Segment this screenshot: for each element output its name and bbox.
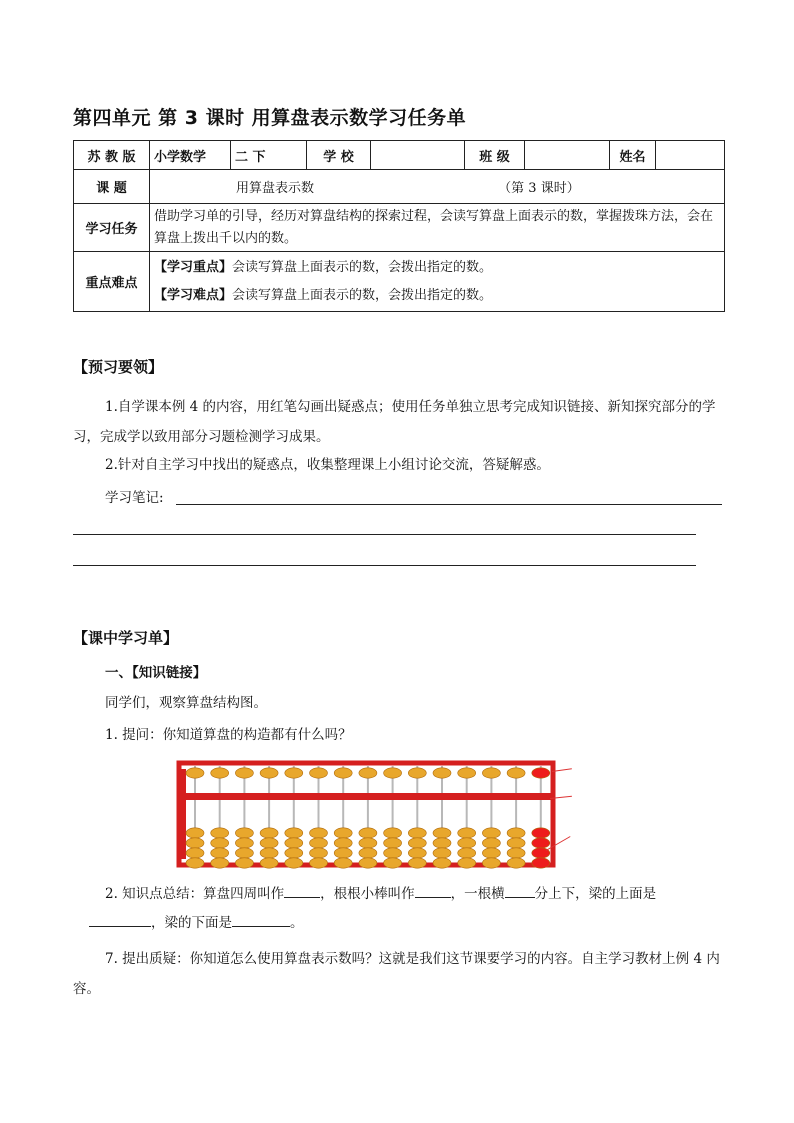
abacus-bead[interactable]: [334, 768, 352, 778]
abacus-bead[interactable]: [235, 858, 253, 868]
abacus-bead[interactable]: [211, 858, 229, 868]
topic-cell: [150, 170, 725, 204]
q2-part-e: ，梁的下面是: [151, 915, 232, 931]
keypoint-label: 重点难点: [74, 252, 150, 312]
name-field[interactable]: [656, 141, 725, 170]
abacus-bead-highlight[interactable]: [532, 828, 550, 838]
topic-period: （第 3 课时）: [498, 181, 580, 196]
preview-heading: 【预习要领】: [73, 358, 164, 376]
blank-upper[interactable]: [89, 912, 151, 927]
abacus-bead[interactable]: [285, 838, 303, 848]
abacus-bead[interactable]: [408, 858, 426, 868]
abacus-bead[interactable]: [334, 828, 352, 838]
topic-value: 用算盘表示数: [236, 181, 315, 196]
abacus-bead[interactable]: [359, 768, 377, 778]
abacus-bead[interactable]: [408, 848, 426, 858]
abacus-bead[interactable]: [334, 838, 352, 848]
abacus-bead[interactable]: [285, 858, 303, 868]
abacus-bead[interactable]: [507, 768, 525, 778]
question-7: 7. 提出质疑：你知道怎么使用算盘表示数吗？这就是我们这节课要学习的内容。自主学习教材上例 4 内容。: [73, 951, 720, 997]
question-2-line-2: [73, 912, 724, 934]
abacus-bead-highlight[interactable]: [532, 838, 550, 848]
abacus-bead[interactable]: [458, 858, 476, 868]
info-table: [73, 140, 725, 312]
abacus-bead[interactable]: [260, 838, 278, 848]
q2-part-b: ，根根小棒叫作: [320, 886, 415, 902]
abacus-bead-highlight[interactable]: [532, 858, 550, 868]
preview-item-1: 1.自学课本例 4 的内容，用红笔勾画出疑惑点；使用任务单独立思考完成知识链接、新知探究部分的学习，完成学以致用部分习题检测学习成果。: [73, 399, 716, 445]
difficult-text: 会读写算盘上面表示的数，会拨出指定的数。: [232, 287, 493, 303]
abacus-bead[interactable]: [507, 848, 525, 858]
abacus-bead[interactable]: [310, 858, 328, 868]
page-title: 第四单元 第 3 课时 用算盘表示数学习任务单: [73, 107, 467, 129]
school-label: 学 校: [307, 141, 371, 170]
abacus-bead[interactable]: [285, 828, 303, 838]
abacus-bead[interactable]: [433, 848, 451, 858]
abacus-bead[interactable]: [211, 828, 229, 838]
abacus-bead[interactable]: [260, 828, 278, 838]
abacus-bead[interactable]: [384, 838, 402, 848]
abacus-bead[interactable]: [235, 768, 253, 778]
preview-item-2: 2.针对自主学习中找出的疑惑点，收集整理课上小组讨论交流，答疑解惑。: [105, 457, 550, 473]
abacus-bead[interactable]: [334, 858, 352, 868]
subject-cell: 小学数学: [150, 141, 231, 170]
q2-part-f: 。: [290, 915, 304, 931]
abacus-bead[interactable]: [211, 838, 229, 848]
abacus-bead[interactable]: [186, 768, 204, 778]
abacus-bead[interactable]: [186, 828, 204, 838]
abacus-bead[interactable]: [408, 828, 426, 838]
q2-part-a: 2. 知识点总结：算盘四周叫作: [105, 886, 285, 902]
blank-frame[interactable]: [284, 883, 320, 898]
abacus-bead[interactable]: [235, 838, 253, 848]
keypoint-cell: [150, 252, 725, 312]
abacus-bead[interactable]: [507, 838, 525, 848]
school-field[interactable]: [371, 141, 465, 170]
abacus-bead[interactable]: [458, 848, 476, 858]
abacus-bead[interactable]: [310, 828, 328, 838]
abacus-bead[interactable]: [211, 848, 229, 858]
abacus-bead[interactable]: [310, 768, 328, 778]
abacus-bead[interactable]: [384, 848, 402, 858]
key-text: 会读写算盘上面表示的数，会拨出指定的数。: [232, 259, 493, 275]
abacus-bead[interactable]: [186, 838, 204, 848]
abacus-bead[interactable]: [384, 768, 402, 778]
abacus-bead[interactable]: [433, 768, 451, 778]
knowledge-link-heading: 一、【知识链接】: [105, 665, 207, 681]
abacus-bead[interactable]: [310, 838, 328, 848]
abacus-bead[interactable]: [482, 828, 500, 838]
abacus-bead[interactable]: [260, 768, 278, 778]
abacus-bead[interactable]: [359, 858, 377, 868]
abacus-bead[interactable]: [482, 768, 500, 778]
question-2-line-1: [105, 883, 725, 905]
topic-label: 课 题: [74, 170, 150, 204]
blank-beam[interactable]: [505, 883, 535, 898]
task-text: 借助学习单的引导，经历对算盘结构的探索过程，会读写算盘上面表示的数，掌握拨珠方法，会在算盘上拨出千以内的数。: [150, 204, 725, 252]
abacus-diagram: [172, 756, 577, 873]
abacus-bead[interactable]: [186, 848, 204, 858]
abacus-bead[interactable]: [359, 848, 377, 858]
q2-part-d: 分上下，梁的上面是: [534, 886, 657, 902]
abacus-bead[interactable]: [186, 858, 204, 868]
abacus-bead[interactable]: [482, 838, 500, 848]
intro-text: 同学们，观察算盘结构图。: [105, 695, 267, 711]
abacus-bead[interactable]: [260, 858, 278, 868]
abacus-bead[interactable]: [433, 828, 451, 838]
abacus-bead[interactable]: [507, 858, 525, 868]
abacus-bead[interactable]: [310, 848, 328, 858]
abacus-bead[interactable]: [235, 828, 253, 838]
abacus-bead[interactable]: [285, 848, 303, 858]
notes-label: 学习笔记:: [105, 490, 164, 506]
abacus-bead[interactable]: [482, 848, 500, 858]
in-class-heading: 【课中学习单】: [73, 629, 179, 647]
notes-line-1[interactable]: [176, 504, 722, 505]
abacus-bead[interactable]: [482, 858, 500, 868]
q2-part-c: ，一根横: [450, 886, 505, 902]
abacus-bead[interactable]: [260, 848, 278, 858]
class-field[interactable]: [525, 141, 610, 170]
abacus-left-marker: [181, 769, 186, 859]
key-tag: 【学习重点】: [154, 259, 233, 275]
abacus-bead[interactable]: [384, 858, 402, 868]
abacus-bead[interactable]: [235, 848, 253, 858]
abacus-bead[interactable]: [408, 768, 426, 778]
difficult-tag: 【学习难点】: [154, 287, 233, 303]
abacus-bead[interactable]: [408, 838, 426, 848]
grade-cell: 二 下: [231, 141, 307, 170]
blank-lower[interactable]: [232, 912, 290, 927]
abacus-bead[interactable]: [384, 828, 402, 838]
abacus-bead[interactable]: [458, 828, 476, 838]
name-label: 姓名: [610, 141, 656, 170]
notes-line-3[interactable]: [73, 565, 696, 566]
task-label: 学习任务: [74, 204, 150, 252]
abacus-bead[interactable]: [334, 848, 352, 858]
abacus-bead-highlight[interactable]: [532, 768, 550, 778]
abacus-bead[interactable]: [458, 838, 476, 848]
abacus-beam: [181, 793, 551, 800]
abacus-bead[interactable]: [458, 768, 476, 778]
abacus-bead[interactable]: [285, 768, 303, 778]
class-label: 班 级: [465, 141, 525, 170]
notes-line-2[interactable]: [73, 534, 696, 535]
abacus-bead[interactable]: [359, 838, 377, 848]
publisher-cell: 苏 教 版: [74, 141, 150, 170]
question-1: 1. 提问：你知道算盘的构造都有什么吗？: [105, 727, 352, 743]
abacus-bead[interactable]: [507, 828, 525, 838]
abacus-bead[interactable]: [433, 858, 451, 868]
abacus-bead[interactable]: [359, 828, 377, 838]
abacus-bead[interactable]: [433, 838, 451, 848]
blank-rods[interactable]: [415, 883, 451, 898]
abacus-bead[interactable]: [211, 768, 229, 778]
